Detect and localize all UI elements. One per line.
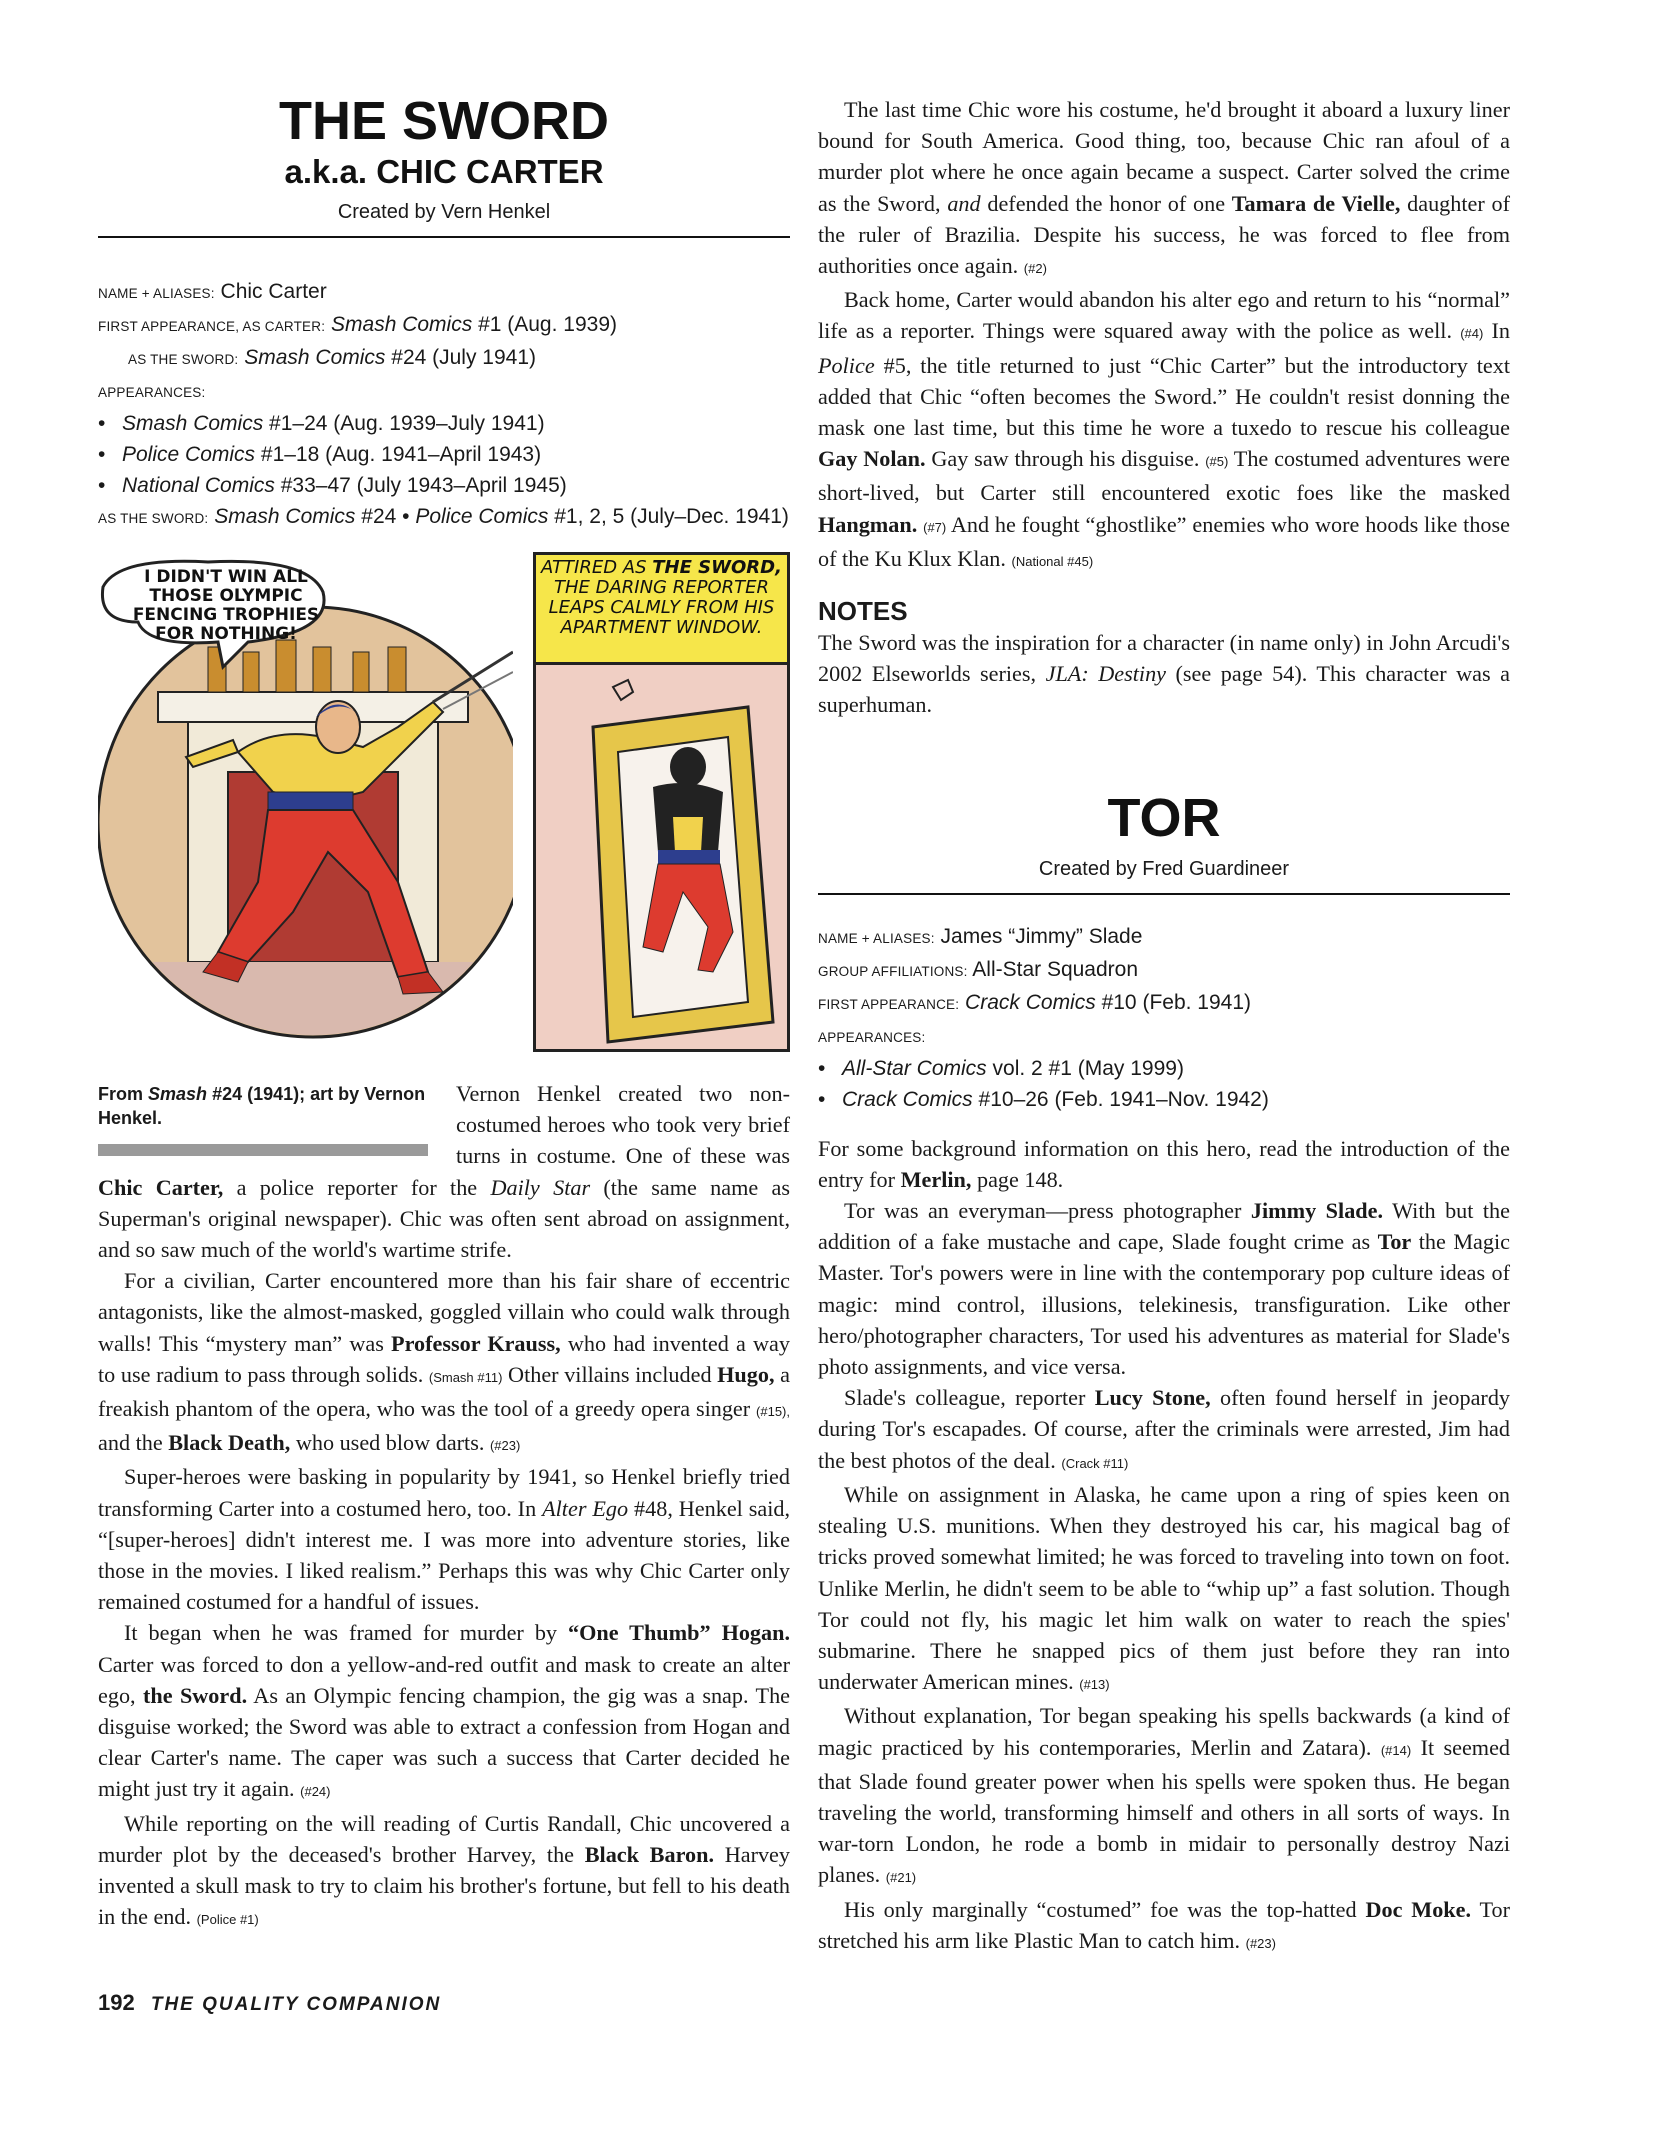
sword-continued-text xyxy=(818,94,1510,577)
body-paragraph: Vernon Henkel created two non-costumed heroes who took very brief turns in costume. One of these was Chic Carter, a police reporter for the Daily Star (the same name as Superman's original newspaper). Chic was often sent abroad on assignment, and so saw much of the world's wartime strife. xyxy=(98,1081,791,1263)
page-number: 192 xyxy=(98,1990,135,2015)
meta-label: NAME + ALIASES: xyxy=(98,286,215,301)
tor-header xyxy=(818,787,1510,895)
body-paragraph: While reporting on the will reading of Curtis Randall, Chic uncovered a murder plot by the deceased's brother Harvey, the Black Baron. Harvey invented a skull mask to try to claim his brother's fortune, but fell to his death in the end. (Police #1) xyxy=(98,1810,790,1930)
body-paragraph: Back home, Carter would abandon his alter ego and return to his “normal” life as a reporter. Things were squared away with the police as well. (#4) In Police #5, the title returned to just “Chic Carter” but the introductory text added that Chic “often becomes the Sword.” He couldn't resist donning the mask one last time, but this time he wore a tuxedo to rescue his colleague Gay Nolan. Gay saw through his disguise. (#5) The costumed adventures were short-lived, but Carter still encountered exotic foes like the masked Hangman. (#7) And he fought “ghostlike” enemies who wore hoods like those of the Ku Klux Klan. (National #45) xyxy=(818,287,1511,571)
page-footer xyxy=(98,1990,441,2016)
sword-body-text xyxy=(98,1078,790,1935)
tor-body-text xyxy=(818,1133,1510,1959)
meta-appearances-label: APPEARANCES: xyxy=(98,385,206,400)
comic-panel-window xyxy=(533,552,790,1052)
body-paragraph: Super-heroes were basking in popularity by 1941, so Henkel briefly tried transforming Carter into a costumed hero, too. In Alter Ego #48, Henkel said, “[super-heroes] didn't interest me. I was more into adventure stories, like those in the movies. I liked realism.” Perhaps this was why Chic Carter only remained costumed for a handful of issues. xyxy=(98,1464,791,1615)
appearance-item: • National Comics #33–47 (July 1943–April 1945) xyxy=(98,474,567,497)
meta-group-row: GROUP AFFILIATIONS: All-Star Squadron xyxy=(818,957,1139,981)
meta-value: Chic Carter xyxy=(220,280,327,303)
entry-aka: a.k.a. CHIC CARTER xyxy=(284,153,604,190)
tor-metadata xyxy=(818,921,1510,1115)
notes-heading: NOTES xyxy=(818,596,908,627)
body-paragraph: Tor was an everyman—press photographer Jimmy Slade. With but the addition of a fake mustache and cape, Slade fought crime as Tor the Magic Master. Tor's powers were in line with the contemporary pop culture ideas of magic: mind control, illusions, telekinesis, transfiguration. Like other hero/photographer characters, Tor used his adventures as material for Slade's photo assignments, and vice versa. xyxy=(818,1198,1511,1380)
appearance-item: • All-Star Comics vol. 2 #1 (May 1999) xyxy=(818,1056,1184,1080)
body-paragraph: His only marginally “costumed” foe was the top-hatted Doc Moke. Tor stretched his arm like Plastic Man to catch him. (#23) xyxy=(818,1896,1510,1953)
meta-sword-row xyxy=(98,342,790,375)
right-column xyxy=(818,0,1510,1959)
header-rule xyxy=(98,236,790,238)
sword-body-wrapper xyxy=(98,1078,790,1935)
meta-first-row xyxy=(98,309,790,342)
meta-title: Smash Comics xyxy=(244,346,386,369)
comic-panels xyxy=(98,552,790,1052)
meta-name-row xyxy=(98,276,790,309)
creator-credit: Created by Fred Guardineer xyxy=(1038,857,1290,880)
appearance-item: • Crack Comics #10–26 (Feb. 1941–Nov. 1942) xyxy=(818,1087,1269,1111)
caption-bar xyxy=(98,1144,428,1156)
meta-label: FIRST APPEARANCE, AS CARTER: xyxy=(98,319,326,334)
figure-caption: From Smash #24 (1941); art by Vernon Henkel. xyxy=(98,1082,428,1156)
body-paragraph: For some background information on this hero, read the introduction of the entry for Merlin, page 148. xyxy=(818,1135,1510,1192)
entry-title-tor: TOR xyxy=(1107,787,1221,848)
appearance-item: • Police Comics #1–18 (Aug. 1941–April 1943) xyxy=(98,443,542,466)
appearance-item: • Smash Comics #1–24 (Aug. 1939–July 1941) xyxy=(98,412,545,435)
body-paragraph: Without explanation, Tor began speaking his spells backwards (a kind of magic practiced by his contemporaries, Merlin and Zatara). (#14) It seemed that Slade found greater power when his spells were spoken thus. He began traveling the world, transforming himself and others in all sorts of ways. In war-torn London, he rode a bomb in midair to personally destroy Nazi planes. (#21) xyxy=(818,1703,1511,1888)
body-paragraph: While on assignment in Alaska, he came upon a ring of spies keen on stealing U.S. munitions. When they destroyed his car, his magical bag of tricks proved somewhat limited; he was forced to traveling into town on foot. Unlike Merlin, he didn't seem to be able to “whip up” a fast solution. Though Tor could not fly, his magic let him walk on water to reach the spies' submarine. There he snapped pics of them just before they ran into underwater American mines. (#13) xyxy=(818,1481,1510,1695)
book-title: THE QUALITY COMPANION xyxy=(150,1994,442,2015)
creator-credit: Created by Vern Henkel xyxy=(337,201,551,223)
body-paragraph: For a civilian, Carter encountered more than his fair share of eccentric antagonists, like the almost-masked, goggled villain who could walk through walls! This “mystery man” was Professor Krauss, who had invented a way to use radium to pass through solids. (Smash #11) Other villains included Hugo, a freakish phantom of the opera, who was the tool of a greedy opera singer (#15), and the Black Death, who used blow darts. (#23) xyxy=(98,1268,790,1456)
header-rule xyxy=(818,893,1510,895)
body-paragraph: It began when he was framed for murder by “One Thumb” Hogan. Carter was forced to don a yellow-and-red outfit and mask to create an alter ego, the Sword. As an Olympic fencing champion, the gig was a snap. The disguise worked; the Sword was able to extract a confession from Hogan and clear Carter's name. The caper was such a success that Carter decided he might just try it again. (#24) xyxy=(98,1620,791,1802)
entry-title-sword: THE SWORD xyxy=(279,91,609,151)
caption-box-text: ATTIRED AS THE SWORD, THE DARING REPORTER LEAPS CALMLY FROM HIS APARTMENT WINDOW. xyxy=(541,557,782,638)
speech-balloon-text: I DIDN'T WIN ALL THOSE OLYMPIC FENCING TROPHIES FOR NOTHING! xyxy=(132,567,320,644)
left-column xyxy=(98,0,790,1935)
meta-label: AS THE SWORD: xyxy=(128,352,239,367)
meta-first-row: FIRST APPEARANCE: Crack Comics #10 (Feb. 1941) xyxy=(818,990,1252,1014)
sword-header xyxy=(98,90,790,238)
meta-value: #1 (Aug. 1939) xyxy=(478,313,617,336)
meta-value: #24 (July 1941) xyxy=(391,346,537,369)
body-paragraph: Slade's colleague, reporter Lucy Stone, often found herself in jeopardy during Tor's escapades. Of course, after the criminals were arrested, Jim had the best photos of the deal. (Crack #11) xyxy=(818,1385,1511,1473)
comic-panel-fencing xyxy=(98,552,513,1052)
meta-appearances-label: APPEARANCES: xyxy=(818,1029,926,1045)
meta-title: Smash Comics xyxy=(331,313,473,336)
body-paragraph: The last time Chic wore his costume, he'd brought it aboard a luxury liner bound for South America. Good thing, too, because Chic ran afoul of a murder plot where he once again became a suspect. Carter solved the crime as the Sword, and defended the honor of one Tamara de Vielle, daughter of the ruler of Brazilia. Despite his success, he was forced to flee from authorities once again. (#2) xyxy=(818,97,1510,279)
meta-as-sword-row: AS THE SWORD: Smash Comics #24 • Police Comics #1, 2, 5 (July–Dec. 1941) xyxy=(98,505,789,528)
sword-metadata xyxy=(98,276,790,534)
meta-name-row: NAME + ALIASES: James “Jimmy” Slade xyxy=(818,924,1143,948)
notes-text: The Sword was the inspiration for a character (in name only) in John Arcudi's 2002 Elseworlds series, JLA: Destiny (see page 54). This character was a superhuman. xyxy=(818,630,1511,718)
